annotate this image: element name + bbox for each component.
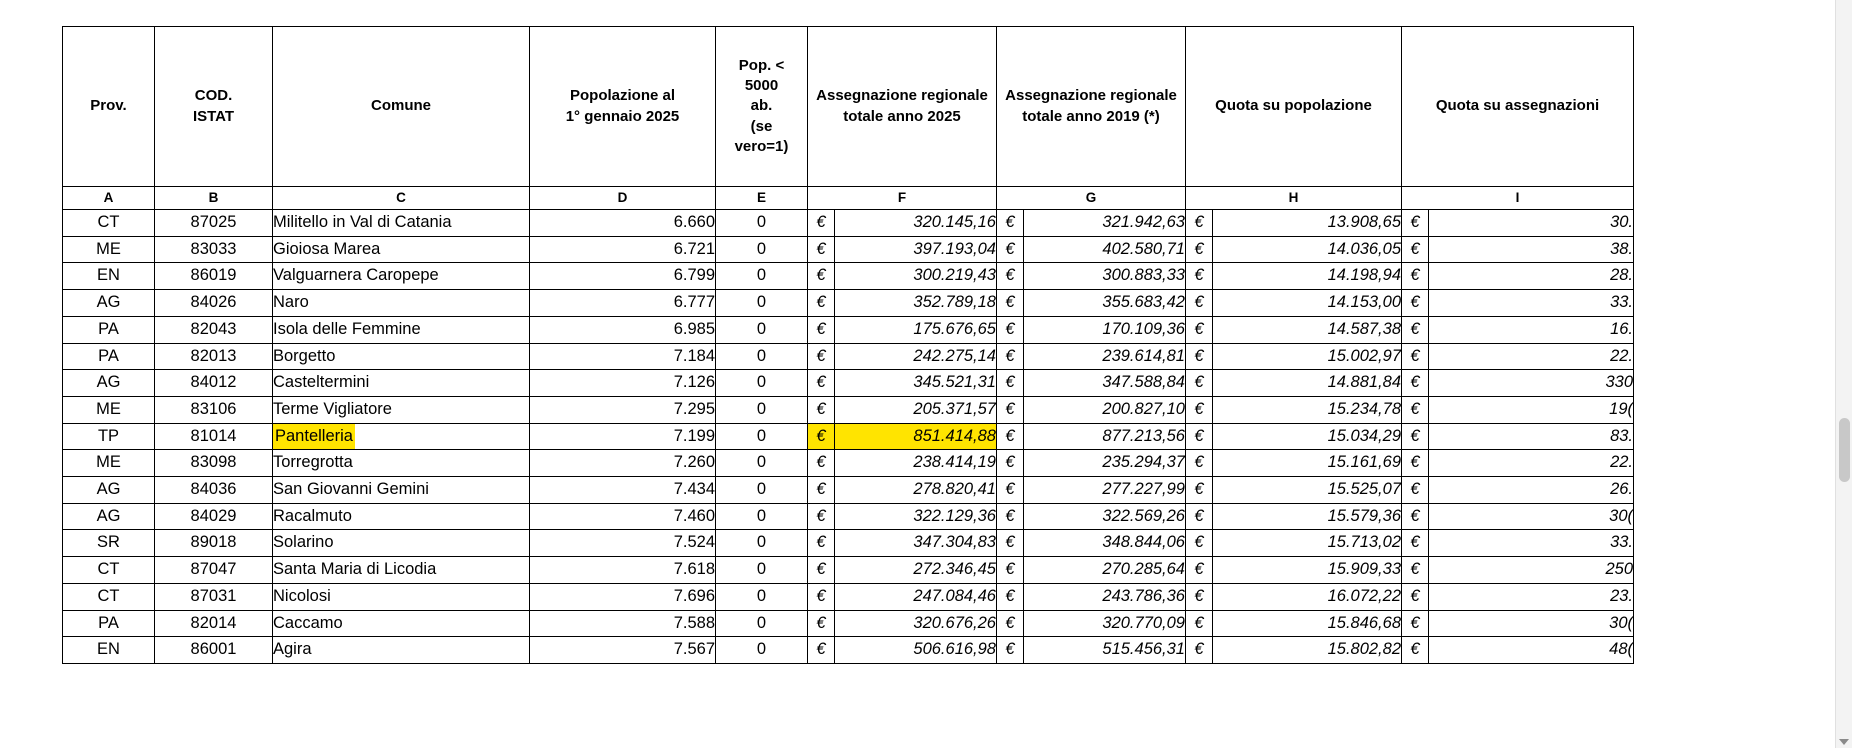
cell-quota-popolazione[interactable]: 15.909,33 <box>1213 557 1402 584</box>
cell-prov[interactable]: ME <box>63 396 155 423</box>
cell-assegnazione-2025-currency: € <box>808 236 835 263</box>
header-cod-istat-line1: COD. <box>194 87 233 105</box>
cell-comune[interactable] <box>273 503 530 530</box>
header-assegnazione-2019 <box>997 27 1186 187</box>
cell-popolazione[interactable]: 7.696 <box>530 583 716 610</box>
cell-pop-under-5000[interactable]: 0 <box>716 610 808 637</box>
cell-assegnazione-2019[interactable]: 322.569,26 <box>1024 503 1186 530</box>
header-quota-assegnazioni-label: Quota su assegnazioni <box>1435 97 1600 115</box>
cell-pop-under-5000[interactable]: 0 <box>716 396 808 423</box>
cell-popolazione[interactable]: 6.777 <box>530 290 716 317</box>
cell-popolazione[interactable]: 6.721 <box>530 236 716 263</box>
cell-prov[interactable]: AG <box>63 477 155 504</box>
cell-quota-assegnazioni[interactable]: 48( <box>1429 637 1634 664</box>
cell-prov[interactable]: CT <box>63 557 155 584</box>
cell-popolazione[interactable]: 7.434 <box>530 477 716 504</box>
cell-comune-text: Solarino <box>273 533 334 552</box>
cell-assegnazione-2019[interactable]: 243.786,36 <box>1024 583 1186 610</box>
cell-assegnazione-2025[interactable]: 272.346,45 <box>835 557 997 584</box>
cell-comune[interactable] <box>273 290 530 317</box>
cell-assegnazione-2025[interactable]: 347.304,83 <box>835 530 997 557</box>
cell-quota-popolazione[interactable]: 14.153,00 <box>1213 290 1402 317</box>
header-assegnazione-2025 <box>808 27 997 187</box>
cell-cod-istat[interactable]: 83033 <box>155 236 273 263</box>
cell-cod-istat[interactable]: 86001 <box>155 637 273 664</box>
cell-comune-text: Casteltermini <box>273 373 370 392</box>
cell-assegnazione-2025-currency: € <box>808 290 835 317</box>
cell-quota-popolazione[interactable]: 15.002,97 <box>1213 343 1402 370</box>
cell-cod-istat[interactable]: 87047 <box>155 557 273 584</box>
cell-quota-assegnazioni[interactable]: 38. <box>1429 236 1634 263</box>
cell-cod-istat[interactable]: 84036 <box>155 477 273 504</box>
table-row[interactable] <box>63 396 1634 423</box>
cell-cod-istat[interactable]: 83098 <box>155 450 273 477</box>
cell-pop-under-5000[interactable]: 0 <box>716 557 808 584</box>
header-pop-under-5000-line1: Pop. < 5000 <box>738 56 785 95</box>
header-cod-istat <box>155 27 273 187</box>
cell-quota-assegnazioni[interactable]: 23. <box>1429 583 1634 610</box>
cell-quota-assegnazioni-currency: € <box>1402 370 1429 397</box>
cell-prov[interactable]: TP <box>63 423 155 450</box>
cell-assegnazione-2025-currency: € <box>808 396 835 423</box>
cell-pop-under-5000[interactable]: 0 <box>716 210 808 237</box>
cell-quota-assegnazioni-currency: € <box>1402 290 1429 317</box>
cell-popolazione[interactable]: 7.460 <box>530 503 716 530</box>
cell-pop-under-5000[interactable]: 0 <box>716 583 808 610</box>
cell-quota-assegnazioni-currency: € <box>1402 316 1429 343</box>
cell-quota-assegnazioni[interactable]: 26. <box>1429 477 1634 504</box>
cell-assegnazione-2025[interactable]: 247.084,46 <box>835 583 997 610</box>
cell-assegnazione-2019[interactable]: 277.227,99 <box>1024 477 1186 504</box>
cell-assegnazione-2025[interactable]: 506.616,98 <box>835 637 997 664</box>
cell-cod-istat[interactable]: 87031 <box>155 583 273 610</box>
cell-comune[interactable] <box>273 263 530 290</box>
cell-assegnazione-2025[interactable]: 320.145,16 <box>835 210 997 237</box>
cell-quota-popolazione[interactable]: 15.034,29 <box>1213 423 1402 450</box>
cell-assegnazione-2025[interactable]: 300.219,43 <box>835 263 997 290</box>
cell-assegnazione-2019[interactable]: 347.588,84 <box>1024 370 1186 397</box>
cell-comune-text: Valguarnera Caropepe <box>273 266 439 285</box>
cell-comune[interactable] <box>273 370 530 397</box>
cell-quota-assegnazioni[interactable]: 16. <box>1429 316 1634 343</box>
table-body <box>63 210 1634 664</box>
cell-cod-istat[interactable]: 89018 <box>155 530 273 557</box>
cell-pop-under-5000[interactable]: 0 <box>716 450 808 477</box>
table-row[interactable] <box>63 557 1634 584</box>
cell-assegnazione-2019[interactable]: 320.770,09 <box>1024 610 1186 637</box>
cell-quota-assegnazioni[interactable]: 33. <box>1429 530 1634 557</box>
column-letter-h[interactable]: H <box>1186 187 1402 210</box>
cell-popolazione[interactable]: 7.260 <box>530 450 716 477</box>
cell-comune[interactable] <box>273 396 530 423</box>
cell-comune-text: San Giovanni Gemini <box>273 480 429 499</box>
cell-comune[interactable] <box>273 343 530 370</box>
cell-quota-assegnazioni-currency: € <box>1402 236 1429 263</box>
header-popolazione <box>530 27 716 187</box>
cell-assegnazione-2025-currency: € <box>808 343 835 370</box>
cell-pop-under-5000[interactable]: 0 <box>716 263 808 290</box>
header-popolazione-line2: 1° gennaio 2025 <box>565 107 680 125</box>
cell-quota-popolazione-currency: € <box>1186 290 1213 317</box>
cell-quota-assegnazioni-currency: € <box>1402 610 1429 637</box>
cell-comune-text: Santa Maria di Licodia <box>273 560 437 579</box>
cell-assegnazione-2019[interactable]: 355.683,42 <box>1024 290 1186 317</box>
cell-assegnazione-2025[interactable]: 851.414,88 <box>835 423 997 450</box>
cell-cod-istat[interactable]: 83106 <box>155 396 273 423</box>
cell-pop-under-5000[interactable]: 0 <box>716 290 808 317</box>
cell-quota-assegnazioni[interactable]: 30( <box>1429 610 1634 637</box>
cell-quota-popolazione[interactable]: 15.846,68 <box>1213 610 1402 637</box>
cell-assegnazione-2019-currency: € <box>997 503 1024 530</box>
cell-quota-popolazione[interactable]: 15.713,02 <box>1213 530 1402 557</box>
cell-prov[interactable]: CT <box>63 583 155 610</box>
cell-comune-text: Racalmuto <box>273 506 352 525</box>
cell-comune[interactable] <box>273 557 530 584</box>
cell-assegnazione-2019-currency: € <box>997 370 1024 397</box>
cell-assegnazione-2025[interactable]: 238.414,19 <box>835 450 997 477</box>
table-row[interactable] <box>63 210 1634 237</box>
cell-cod-istat[interactable]: 84029 <box>155 503 273 530</box>
cell-assegnazione-2019-currency: € <box>997 530 1024 557</box>
cell-popolazione[interactable]: 7.295 <box>530 396 716 423</box>
cell-assegnazione-2025-currency: € <box>808 637 835 664</box>
cell-assegnazione-2019-currency: € <box>997 396 1024 423</box>
table-row[interactable] <box>63 316 1634 343</box>
cell-quota-assegnazioni[interactable]: 28. <box>1429 263 1634 290</box>
cell-comune-text: Terme Vigliatore <box>273 399 392 418</box>
cell-cod-istat[interactable]: 87025 <box>155 210 273 237</box>
cell-assegnazione-2019[interactable]: 170.109,36 <box>1024 316 1186 343</box>
cell-comune-text: Naro <box>273 293 309 312</box>
cell-pop-under-5000[interactable]: 0 <box>716 477 808 504</box>
cell-quota-popolazione[interactable]: 14.036,05 <box>1213 236 1402 263</box>
table-row[interactable] <box>63 450 1634 477</box>
cell-quota-popolazione-currency: € <box>1186 637 1213 664</box>
cell-assegnazione-2025-currency: € <box>808 263 835 290</box>
cell-quota-popolazione[interactable]: 16.072,22 <box>1213 583 1402 610</box>
cell-assegnazione-2019-currency: € <box>997 583 1024 610</box>
header-pop-under-5000-line3: (se vero=1) <box>734 117 789 155</box>
cell-prov[interactable]: EN <box>63 637 155 664</box>
cell-quota-assegnazioni-currency: € <box>1402 477 1429 504</box>
cell-popolazione[interactable]: 7.184 <box>530 343 716 370</box>
cell-quota-popolazione-currency: € <box>1186 503 1213 530</box>
cell-assegnazione-2019[interactable]: 321.942,63 <box>1024 210 1186 237</box>
header-quota-popolazione <box>1186 27 1402 187</box>
cell-assegnazione-2025[interactable]: 320.676,26 <box>835 610 997 637</box>
column-letter-g[interactable]: G <box>997 187 1186 210</box>
cell-assegnazione-2025[interactable]: 345.521,31 <box>835 370 997 397</box>
cell-assegnazione-2019-currency: € <box>997 236 1024 263</box>
cell-assegnazione-2019[interactable]: 348.844,06 <box>1024 530 1186 557</box>
cell-comune[interactable] <box>273 450 530 477</box>
cell-assegnazione-2025-currency: € <box>808 583 835 610</box>
cell-prov[interactable]: AG <box>63 370 155 397</box>
table-row[interactable] <box>63 637 1634 664</box>
cell-quota-popolazione[interactable]: 15.802,82 <box>1213 637 1402 664</box>
cell-quota-assegnazioni[interactable]: 83. <box>1429 423 1634 450</box>
cell-cod-istat[interactable]: 82014 <box>155 610 273 637</box>
cell-cod-istat[interactable]: 86019 <box>155 263 273 290</box>
cell-quota-popolazione[interactable]: 14.881,84 <box>1213 370 1402 397</box>
cell-comune[interactable] <box>273 477 530 504</box>
cell-prov[interactable]: EN <box>63 263 155 290</box>
cell-assegnazione-2025[interactable]: 205.371,57 <box>835 396 997 423</box>
cell-assegnazione-2025-currency: € <box>808 210 835 237</box>
cell-popolazione[interactable]: 7.524 <box>530 530 716 557</box>
column-letter-e[interactable]: E <box>716 187 808 210</box>
cell-assegnazione-2019-currency: € <box>997 316 1024 343</box>
cell-quota-popolazione[interactable]: 15.525,07 <box>1213 477 1402 504</box>
column-letter-d[interactable]: D <box>530 187 716 210</box>
column-letter-b[interactable]: B <box>155 187 273 210</box>
cell-pop-under-5000[interactable]: 0 <box>716 316 808 343</box>
cell-quota-popolazione-currency: € <box>1186 236 1213 263</box>
cell-assegnazione-2019[interactable]: 402.580,71 <box>1024 236 1186 263</box>
cell-popolazione[interactable]: 7.126 <box>530 370 716 397</box>
cell-assegnazione-2025-currency: € <box>808 503 835 530</box>
column-letter-c[interactable]: C <box>273 187 530 210</box>
header-assegnazione-2025-line1: Assegnazione regionale <box>816 87 988 105</box>
cell-comune[interactable] <box>273 423 530 450</box>
cell-quota-popolazione-currency: € <box>1186 557 1213 584</box>
cell-cod-istat[interactable]: 82043 <box>155 316 273 343</box>
cell-comune-text: Gioiosa Marea <box>273 239 381 258</box>
cell-pop-under-5000[interactable]: 0 <box>716 370 808 397</box>
cell-assegnazione-2025[interactable]: 322.129,36 <box>835 503 997 530</box>
cell-assegnazione-2025[interactable]: 397.193,04 <box>835 236 997 263</box>
cell-quota-assegnazioni[interactable]: 30. <box>1429 210 1634 237</box>
cell-prov[interactable]: SR <box>63 530 155 557</box>
header-cod-istat-line2: ISTAT <box>192 107 235 125</box>
table-row[interactable] <box>63 477 1634 504</box>
cell-assegnazione-2025[interactable]: 242.275,14 <box>835 343 997 370</box>
column-letter-i[interactable]: I <box>1402 187 1634 210</box>
cell-quota-assegnazioni-currency: € <box>1402 423 1429 450</box>
scroll-down-arrow-icon[interactable] <box>1839 739 1849 745</box>
header-comune <box>273 27 530 187</box>
cell-pop-under-5000[interactable]: 0 <box>716 343 808 370</box>
cell-comune-text: Torregrotta <box>273 453 353 472</box>
cell-assegnazione-2025-currency: € <box>808 316 835 343</box>
cell-comune[interactable] <box>273 210 530 237</box>
cell-comune-text: Caccamo <box>273 613 343 632</box>
table-row[interactable] <box>63 583 1634 610</box>
cell-quota-popolazione[interactable]: 13.908,65 <box>1213 210 1402 237</box>
cell-quota-assegnazioni-currency: € <box>1402 263 1429 290</box>
cell-comune-text: Agira <box>273 640 312 659</box>
cell-comune[interactable] <box>273 236 530 263</box>
cell-quota-assegnazioni-currency: € <box>1402 637 1429 664</box>
cell-comune[interactable] <box>273 316 530 343</box>
cell-quota-assegnazioni-currency: € <box>1402 210 1429 237</box>
cell-assegnazione-2019-currency: € <box>997 263 1024 290</box>
cell-quota-assegnazioni[interactable]: 33. <box>1429 290 1634 317</box>
cell-quota-assegnazioni-currency: € <box>1402 450 1429 477</box>
cell-assegnazione-2019[interactable]: 877.213,56 <box>1024 423 1186 450</box>
header-prov <box>63 27 155 187</box>
cell-popolazione[interactable]: 7.199 <box>530 423 716 450</box>
cell-assegnazione-2019[interactable]: 300.883,33 <box>1024 263 1186 290</box>
cell-assegnazione-2025-currency: € <box>808 450 835 477</box>
cell-assegnazione-2019-currency: € <box>997 637 1024 664</box>
cell-quota-popolazione-currency: € <box>1186 530 1213 557</box>
cell-comune-text: Borgetto <box>273 346 336 365</box>
cell-prov[interactable]: PA <box>63 610 155 637</box>
cell-quota-assegnazioni[interactable]: 19( <box>1429 396 1634 423</box>
cell-assegnazione-2025-currency: € <box>808 610 835 637</box>
cell-comune[interactable] <box>273 637 530 664</box>
cell-assegnazione-2019-currency: € <box>997 210 1024 237</box>
cell-prov[interactable]: PA <box>63 343 155 370</box>
cell-quota-popolazione[interactable]: 14.198,94 <box>1213 263 1402 290</box>
cell-popolazione[interactable]: 6.985 <box>530 316 716 343</box>
data-table <box>62 26 1634 664</box>
header-assegnazione-2019-line1: Assegnazione regionale <box>1005 87 1177 105</box>
cell-quota-assegnazioni-currency: € <box>1402 557 1429 584</box>
cell-quota-popolazione-currency: € <box>1186 610 1213 637</box>
table-row[interactable] <box>63 423 1634 450</box>
cell-comune-text: Isola delle Femmine <box>273 319 421 338</box>
cell-quota-assegnazioni-currency: € <box>1402 583 1429 610</box>
cell-prov[interactable]: AG <box>63 503 155 530</box>
cell-popolazione[interactable]: 7.588 <box>530 610 716 637</box>
cell-assegnazione-2019-currency: € <box>997 423 1024 450</box>
table-row[interactable] <box>63 530 1634 557</box>
column-letter-a[interactable]: A <box>63 187 155 210</box>
table-row[interactable] <box>63 236 1634 263</box>
cell-comune[interactable] <box>273 610 530 637</box>
cell-quota-popolazione[interactable]: 15.234,78 <box>1213 396 1402 423</box>
table-row[interactable] <box>63 343 1634 370</box>
cell-popolazione[interactable]: 7.567 <box>530 637 716 664</box>
cell-popolazione[interactable]: 6.799 <box>530 263 716 290</box>
cell-assegnazione-2025-currency: € <box>808 530 835 557</box>
cell-prov[interactable]: ME <box>63 450 155 477</box>
scrollbar-thumb[interactable] <box>1839 418 1850 482</box>
table-row[interactable] <box>63 610 1634 637</box>
cell-quota-popolazione-currency: € <box>1186 316 1213 343</box>
cell-quota-assegnazioni-currency: € <box>1402 343 1429 370</box>
cell-assegnazione-2025[interactable]: 278.820,41 <box>835 477 997 504</box>
cell-assegnazione-2019-currency: € <box>997 477 1024 504</box>
column-letter-row <box>63 187 1634 210</box>
cell-comune-text: Militello in Val di Catania <box>273 213 452 231</box>
table-header-row <box>63 27 1634 187</box>
cell-cod-istat[interactable]: 84012 <box>155 370 273 397</box>
cell-pop-under-5000[interactable]: 0 <box>716 236 808 263</box>
cell-quota-popolazione-currency: € <box>1186 210 1213 237</box>
header-comune-label: Comune <box>371 97 431 115</box>
header-prov-label: Prov. <box>90 97 127 115</box>
cell-popolazione[interactable]: 6.660 <box>530 210 716 237</box>
cell-assegnazione-2019-currency: € <box>997 290 1024 317</box>
cell-quota-assegnazioni-currency: € <box>1402 503 1429 530</box>
cell-comune-text: Pantelleria <box>273 424 355 450</box>
cell-assegnazione-2019[interactable]: 200.827,10 <box>1024 396 1186 423</box>
cell-pop-under-5000[interactable]: 0 <box>716 530 808 557</box>
column-letter-f[interactable]: F <box>808 187 997 210</box>
cell-comune[interactable] <box>273 583 530 610</box>
cell-quota-assegnazioni-currency: € <box>1402 530 1429 557</box>
cell-quota-popolazione-currency: € <box>1186 396 1213 423</box>
cell-cod-istat[interactable]: 81014 <box>155 423 273 450</box>
cell-quota-assegnazioni[interactable]: 330 <box>1429 370 1634 397</box>
cell-prov[interactable]: AG <box>63 290 155 317</box>
cell-assegnazione-2025[interactable]: 352.789,18 <box>835 290 997 317</box>
cell-quota-assegnazioni[interactable]: 30( <box>1429 503 1634 530</box>
table-row[interactable] <box>63 290 1634 317</box>
header-quota-popolazione-label: Quota su popolazione <box>1215 97 1372 115</box>
cell-quota-popolazione-currency: € <box>1186 343 1213 370</box>
cell-pop-under-5000[interactable]: 0 <box>716 503 808 530</box>
cell-assegnazione-2025-currency: € <box>808 423 835 450</box>
cell-prov[interactable]: PA <box>63 316 155 343</box>
header-assegnazione-2019-line2: totale anno 2019 (*) <box>1022 107 1160 125</box>
cell-assegnazione-2019[interactable]: 235.294,37 <box>1024 450 1186 477</box>
cell-assegnazione-2025-currency: € <box>808 370 835 397</box>
cell-quota-popolazione-currency: € <box>1186 583 1213 610</box>
cell-pop-under-5000[interactable]: 0 <box>716 423 808 450</box>
cell-quota-popolazione-currency: € <box>1186 263 1213 290</box>
cell-cod-istat[interactable]: 82013 <box>155 343 273 370</box>
cell-cod-istat[interactable]: 84026 <box>155 290 273 317</box>
header-assegnazione-2025-line2: totale anno 2025 <box>843 107 961 125</box>
cell-assegnazione-2019-currency: € <box>997 343 1024 370</box>
cell-prov[interactable]: CT <box>63 210 155 237</box>
cell-quota-assegnazioni[interactable]: 250 <box>1429 557 1634 584</box>
header-popolazione-line1: Popolazione al <box>569 87 675 105</box>
vertical-scrollbar[interactable] <box>1835 0 1852 748</box>
cell-quota-assegnazioni[interactable]: 22. <box>1429 450 1634 477</box>
cell-quota-popolazione-currency: € <box>1186 450 1213 477</box>
cell-assegnazione-2025-currency: € <box>808 557 835 584</box>
cell-comune[interactable] <box>273 530 530 557</box>
cell-quota-assegnazioni-currency: € <box>1402 396 1429 423</box>
cell-assegnazione-2019[interactable]: 270.285,64 <box>1024 557 1186 584</box>
cell-assegnazione-2025-currency: € <box>808 477 835 504</box>
cell-prov[interactable]: ME <box>63 236 155 263</box>
table-row[interactable] <box>63 503 1634 530</box>
header-pop-under-5000-line2: ab. <box>750 97 773 115</box>
cell-assegnazione-2025[interactable]: 175.676,65 <box>835 316 997 343</box>
cell-pop-under-5000[interactable]: 0 <box>716 637 808 664</box>
cell-assegnazione-2019-currency: € <box>997 610 1024 637</box>
header-pop-under-5000 <box>716 27 808 187</box>
cell-assegnazione-2019[interactable]: 515.456,31 <box>1024 637 1186 664</box>
cell-quota-popolazione[interactable]: 14.587,38 <box>1213 316 1402 343</box>
cell-assegnazione-2019[interactable]: 239.614,81 <box>1024 343 1186 370</box>
cell-quota-popolazione-currency: € <box>1186 370 1213 397</box>
cell-assegnazione-2019-currency: € <box>997 557 1024 584</box>
table-row[interactable] <box>63 263 1634 290</box>
cell-assegnazione-2019-currency: € <box>997 450 1024 477</box>
cell-quota-popolazione-currency: € <box>1186 423 1213 450</box>
header-quota-assegnazioni <box>1402 27 1634 187</box>
cell-quota-popolazione-currency: € <box>1186 477 1213 504</box>
cell-quota-popolazione[interactable]: 15.161,69 <box>1213 450 1402 477</box>
cell-quota-assegnazioni[interactable]: 22. <box>1429 343 1634 370</box>
cell-comune-text: Nicolosi <box>273 586 331 605</box>
cell-popolazione[interactable]: 7.618 <box>530 557 716 584</box>
table-row[interactable] <box>63 370 1634 397</box>
cell-quota-popolazione[interactable]: 15.579,36 <box>1213 503 1402 530</box>
